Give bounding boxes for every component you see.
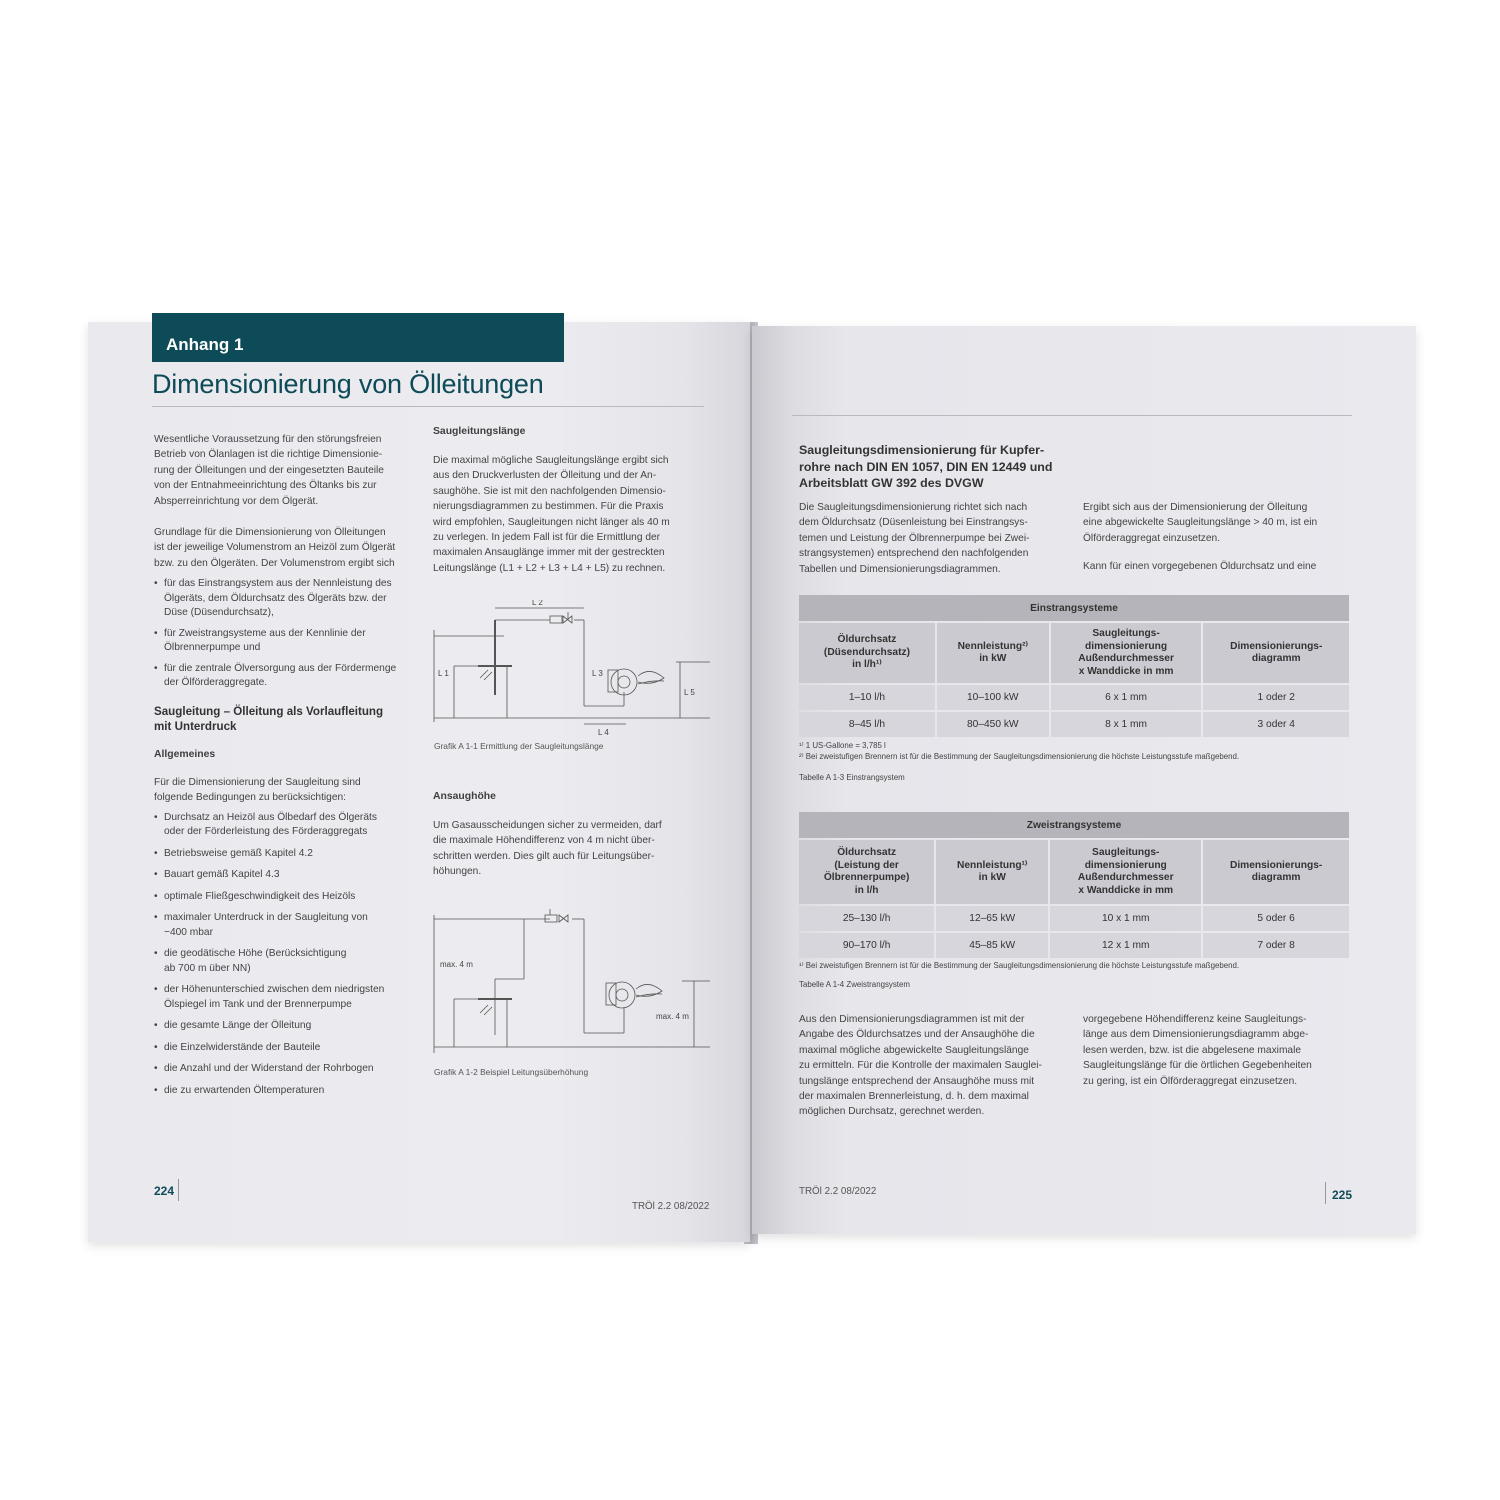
general-paragraph: Für die Dimensionierung der Saugleitung sind folgende Bedingungen zu berücksichtigen: xyxy=(154,776,361,804)
intro-column-2: Ergibt sich aus der Dimensionierung der Ölleitung eine abgewickelte Saugleitungslänge > 40 m, ist ein Ölförderaggregat einzusetzen. xyxy=(1083,502,1318,544)
section-heading: Saugleitungsdimensionierung für Kupfer- rohre nach DIN EN 1057, DIN EN 12449 und Arbeitsblatt GW 392 des DVGW xyxy=(799,443,1053,490)
table-cell: 8–45 l/h xyxy=(799,712,935,737)
list-item: • Durchsatz an Heizöl aus Ölbedarf des Ölgeräts oder der Förderleistung des Förderaggregats xyxy=(154,811,416,840)
label-max-height-right: max. 4 m xyxy=(656,1012,689,1021)
table-banner: Einstrangsysteme xyxy=(799,595,1349,621)
column-header: Saugleitungs- dimensionierung Außendurchmesser x Wanddicke in mm xyxy=(1051,623,1202,683)
table-cell: 12 x 1 mm xyxy=(1050,933,1201,958)
footer-right: TRÖl 2.2 08/2022 xyxy=(799,1186,877,1197)
left-column-1 xyxy=(154,432,416,1098)
table-1-footnotes xyxy=(799,740,1359,762)
figure-2-caption: Grafik A 1-2 Beispiel Leitungsüberhöhung xyxy=(434,1067,589,1077)
suction-length-diagram xyxy=(432,600,714,740)
table-cell: 10 x 1 mm xyxy=(1050,906,1201,931)
list-item: • maximaler Unterdruck in der Saugleitung von −400 mbar xyxy=(154,911,416,940)
page-number-right: 225 xyxy=(1332,1188,1353,1202)
table-row xyxy=(799,685,1349,710)
table-cell: 5 oder 6 xyxy=(1203,906,1349,931)
label-l5: L 5 xyxy=(684,688,695,697)
list-item: • die zu erwartenden Öltemperaturen xyxy=(154,1084,416,1099)
height-paragraph: Um Gasausscheidungen sicher zu vermeiden, darf die maximale Höhendifferenz von 4 m nicht über- schritten werden. Dies gilt auch für Leitungsüber- höhungen. xyxy=(433,820,662,878)
page-number-divider xyxy=(178,1179,179,1201)
list-item: • Bauart gemäß Kapitel 4.3 xyxy=(154,868,416,883)
bottom-column-2: vorgegebene Höhendifferenz keine Saugleitungs- länge aus dem Dimensionierungsdiagramm abge- lesen werden, bzw. ist die abgelesene maximale Saugleitungslänge für die örtlichen Gegebenheiten zu gering, ist ein Ölförderaggregat einzusetzen. xyxy=(1083,1014,1312,1087)
right-page xyxy=(752,326,1416,1234)
table-banner: Zweistrangsysteme xyxy=(799,812,1349,838)
list-item: • Betriebsweise gemäß Kapitel 4.2 xyxy=(154,847,416,862)
table-cell: 90–170 l/h xyxy=(799,933,934,958)
table-cell: 7 oder 8 xyxy=(1203,933,1349,958)
line-elevation-diagram xyxy=(432,907,714,1057)
table-row xyxy=(799,906,1349,931)
list-item: • die gesamte Länge der Ölleitung xyxy=(154,1019,416,1034)
list-item: • für Zweistrangsysteme aus der Kennlinie der Ölbrennerpumpe und xyxy=(154,627,416,656)
column-header: Nennleistung²⁾ in kW xyxy=(937,623,1049,683)
chapter-label: Anhang 1 xyxy=(166,335,244,354)
list-item: • die Einzelwiderstände der Bauteile xyxy=(154,1041,416,1056)
list-item: • die Anzahl und der Widerstand der Rohrbogen xyxy=(154,1062,416,1077)
page-number-left: 224 xyxy=(154,1184,175,1198)
column-header: Dimensionierungs- diagramm xyxy=(1203,623,1349,683)
column-header: Nennleistung¹⁾ in kW xyxy=(936,840,1048,904)
page-number-divider xyxy=(1325,1182,1326,1204)
heading-suction-line: Saugleitung – Ölleitung als Vorlaufleitung mit Unterdruck xyxy=(154,704,384,733)
left-column-2 xyxy=(433,426,708,576)
label-l4: L 4 xyxy=(598,728,609,737)
bottom-column-1: Aus den Dimensionierungsdiagrammen ist mit der Angabe des Öldurchsatzes und der Ansaughöhe die maximal mögliche abgewickelte Saugleitungslänge zu ermitteln. Für die Kontrolle der maximalen Sauglei- tungslänge entsprechend der Ansaughöhe muss mit der maximalen Brennerleistung, d. h. dem maximal möglichen Durchsatz, gerechnet werden. xyxy=(799,1014,1042,1118)
table-cell: 45–85 kW xyxy=(936,933,1048,958)
label-max-height-left: max. 4 m xyxy=(440,960,473,969)
table-cell: 6 x 1 mm xyxy=(1051,685,1202,710)
intro-column-2-continued: Kann für einen vorgegebenen Öldurchsatz und eine xyxy=(1083,561,1317,572)
table-cell: 10–100 kW xyxy=(937,685,1049,710)
condition-bullets xyxy=(154,811,416,1099)
label-l2: L 2 xyxy=(532,600,543,607)
table-header-row xyxy=(799,840,1349,904)
footnote: ²⁾ Bei zweistufigen Brennern ist für die Bestimmung der Saugleitungsdimensionierung die höchste Leistungsstufe maßgebend. xyxy=(799,752,1240,761)
page-title: Dimensionierung von Ölleitungen xyxy=(152,369,544,399)
table-row xyxy=(799,712,1349,737)
label-l1: L 1 xyxy=(438,669,449,678)
table-cell: 3 oder 4 xyxy=(1203,712,1349,737)
heading-general: Allgemeines xyxy=(154,748,216,760)
intro-paragraph-2: Grundlage für die Dimensionierung von Ölleitungen ist der jeweilige Volumenstrom an Heizöl zum Ölgerät bzw. zu den Ölgeräten. Der Volumenstrom ergibt sich xyxy=(154,527,396,569)
list-item: • die geodätische Höhe (Berücksichtigung ab 700 m über NN) xyxy=(154,947,416,976)
table-row xyxy=(799,933,1349,958)
top-rule xyxy=(792,415,1352,416)
length-paragraph: Die maximal mögliche Saugleitungslänge ergibt sich aus den Druckverlusten der Ölleitung und der An- saughöhe. Sie ist mit den nachfolgenden Dimensio- nierungsdiagrammen zu bestimmen. Für die Praxis wird empfohlen, Saugleitungen nicht länger als 40 m zu verlegen. In jedem Fall ist für die Ermittlung der maximalen Ansauglänge immer mit der gestreckten Leitungslänge (L1 + L2 + L3 + L4 + L5) zu rechnen. xyxy=(433,455,670,574)
table-cell: 1 oder 2 xyxy=(1203,685,1349,710)
intro-paragraph-1: Wesentliche Voraussetzung für den störungsfreien Betrieb von Ölanlagen ist die richtige Dimensionie- rung der Ölleitungen und der eingesetzten Bauteile von der Entnahmeeinrichtung des Öltanks bis zur Absperreinrichtung vor dem Ölgerät. xyxy=(154,434,384,507)
list-item: • für die zentrale Ölversorgung aus der Fördermenge der Ölförderaggregate. xyxy=(154,662,416,691)
table-2-footnote: ¹⁾ Bei zweistufigen Brennern ist für die Bestimmung der Saugleitungsdimensionierung die höchste Leistungsstufe maßgebend. xyxy=(799,961,1240,970)
figure-1-caption: Grafik A 1-1 Ermittlung der Saugleitungslänge xyxy=(434,741,604,751)
table-cell: 80–450 kW xyxy=(937,712,1049,737)
table-cell: 1–10 l/h xyxy=(799,685,935,710)
column-header: Öldurchsatz (Düsendurchsatz) in l/h¹⁾ xyxy=(799,623,935,683)
column-header: Saugleitungs- dimensionierung Außendurchmesser x Wanddicke in mm xyxy=(1050,840,1201,904)
table-2-caption: Tabelle A 1-4 Zweistrangsystem xyxy=(799,980,910,989)
table-1-caption: Tabelle A 1-3 Einstrangsystem xyxy=(799,773,905,782)
intro-column-1: Die Saugleitungsdimensionierung richtet sich nach dem Öldurchsatz (Düsenleistung bei Einstrangsys- temen und Leistung der Ölbrennerpumpe bei Zwei- strangsystemen) entsprechend den nachfolgenden Tabellen und Dimensionierungsdiagrammen. xyxy=(799,502,1030,575)
table-cell: 25–130 l/h xyxy=(799,906,934,931)
left-page xyxy=(88,322,750,1242)
label-l3: L 3 xyxy=(592,669,603,678)
volume-bullets xyxy=(154,577,416,691)
footer-left: TRÖl 2.2 08/2022 xyxy=(632,1201,710,1212)
table-cell: 12–65 kW xyxy=(936,906,1048,931)
table-cell: 8 x 1 mm xyxy=(1051,712,1202,737)
left-column-2-lower xyxy=(433,791,708,880)
table-two-line-systems xyxy=(797,810,1351,960)
column-header: Dimensionierungs- diagramm xyxy=(1203,840,1349,904)
list-item: • optimale Fließgeschwindigkeit des Heizöls xyxy=(154,890,416,905)
table-single-line-systems xyxy=(797,593,1351,739)
heading-suction-height: Ansaughöhe xyxy=(433,791,496,802)
heading-suction-length: Saugleitungslänge xyxy=(433,426,526,437)
column-header: Öldurchsatz (Leistung der Ölbrennerpumpe) in l/h xyxy=(799,840,934,904)
footnote: ¹⁾ 1 US-Gallone = 3,785 l xyxy=(799,741,886,750)
list-item: • der Höhenunterschied zwischen dem niedrigsten Ölspiegel im Tank und der Brennerpumpe xyxy=(154,983,416,1012)
table-header-row xyxy=(799,623,1349,683)
list-item: • für das Einstrangsystem aus der Nennleistung des Ölgeräts, dem Öldurchsatz des Ölgeräts bzw. der Düse (Düsendurchsatz), xyxy=(154,577,416,621)
title-rule xyxy=(152,406,704,407)
